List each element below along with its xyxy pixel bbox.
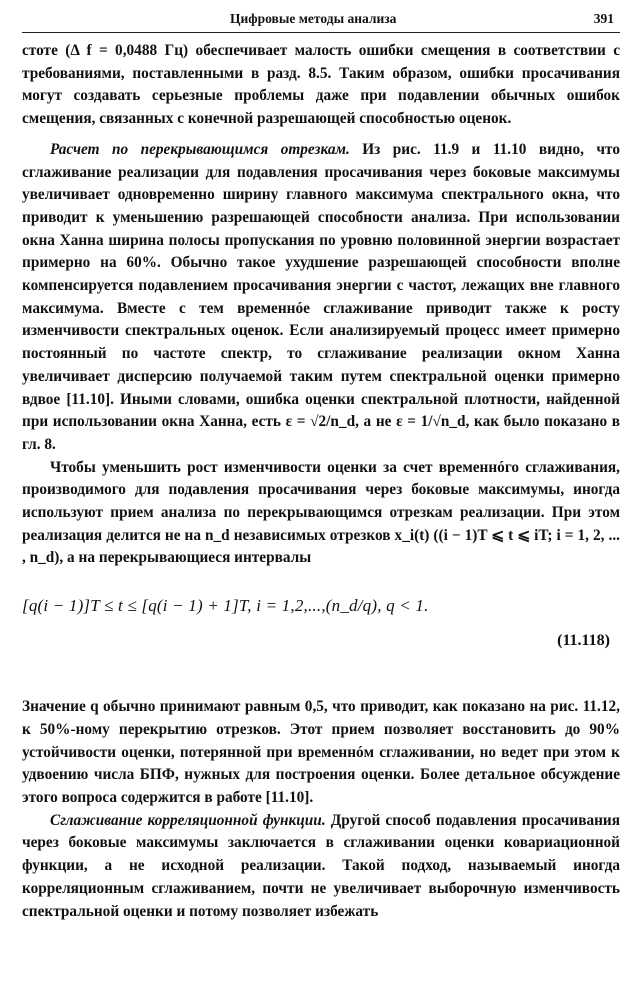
page-body (22, 40, 620, 923)
paragraph-3: Чтобы уменьшить рост изменчивости оценки за счет временнóго сглаживания, производимого для подавления просачивания через боковые максимумы, иногда используют прием анализа по перекрывающимся отрезкам реализации. При этом реализация делится не на n_d независимых отрезков x_i(t) ((i − 1)T ⩽ t ⩽ iT; i = 1, 2, ... , n_d), а на перекрывающиеся интервалы (22, 458, 620, 567)
section-heading-correlation: Сглаживание корреляционной функции. (50, 811, 326, 829)
paragraph-5-body: Другой способ подавления просачивания через боковые максимумы заключается в сглаживании оценки ковариационной функции, а не исходной реализации. Такой подход, называемый иногда корреляционным сглаживанием, почти не увеличивает выборочную изменчивость спектральной оценки и потому позволяет избежать (22, 811, 621, 920)
running-title: Цифровые методы анализа (230, 11, 397, 26)
equation-text: [q(i − 1)]T ≤ t ≤ [q(i − 1) + 1]T, i = 1,2,...,(n_d/q), q < 1. (22, 596, 429, 616)
paragraph-4: Значение q обычно принимают равным 0,5, что приводит, как показано на рис. 11.12, к 50%-ному перекрытию отрезков. Этот прием позволяет восстановить до 90% устойчивости оценки, потерянной при временнóм сглаживании, но ведет при этом к удвоению числа БПФ, нужных для построения оценки. Более детальное обсуждение этого вопроса содержится в работе [11.10]. (22, 698, 620, 806)
paragraph-5 (22, 810, 620, 924)
section-heading-overlap: Расчет по перекрывающимся отрезкам. (50, 140, 350, 158)
equation-11-118 (22, 588, 620, 662)
page-header (22, 8, 620, 33)
paragraph-2-body: Из рис. 11.9 и 11.10 видно, что сглаживание реализации для подавления просачивания через боковые максимумы увеличивает одновременно ширину главного максимума спектрального окна, что приводит к уменьшению разрешающей способности анализа. При использовании окна Ханна ширина полосы пропускания по уровню половинной энергии возрастает примерно на 60%. Обычно такое ухудшение разрешающей способности вполне компенсируется подавлением просачивания энергии с частот, лежащих вне главного максимума. Вместе с тем временнóе сглаживание приводит также к росту изменчивости спектральных оценок. Если анализируемый процесс имеет примерно постоянный по частоте спектр, то сглаживание реализации окном Ханна увеличивает дисперсию получаемой таким путем спектральной оценки примерно вдвое [11.10]. Иными словами, ошибка оценки спектральной плотности, найденной при использовании окна Ханна, есть ε = √2/n_d, а не ε = 1/√n_d, как было показано в гл. 8. (22, 140, 620, 453)
equation-number: (11.118) (557, 632, 610, 650)
paragraph-1: стоте (Δ f = 0,0488 Гц) обеспечивает малость ошибки смещения в соответствии с требованиями, поставленными в разд. 8.5. Таким образом, ошибки просачивания могут создавать серьезные проблемы даже при подавлении обычных ошибок смещения, связанных с конечной разрешающей способностью оценок. (22, 42, 620, 128)
page-number: 391 (593, 11, 614, 26)
paragraph-2 (22, 139, 620, 457)
